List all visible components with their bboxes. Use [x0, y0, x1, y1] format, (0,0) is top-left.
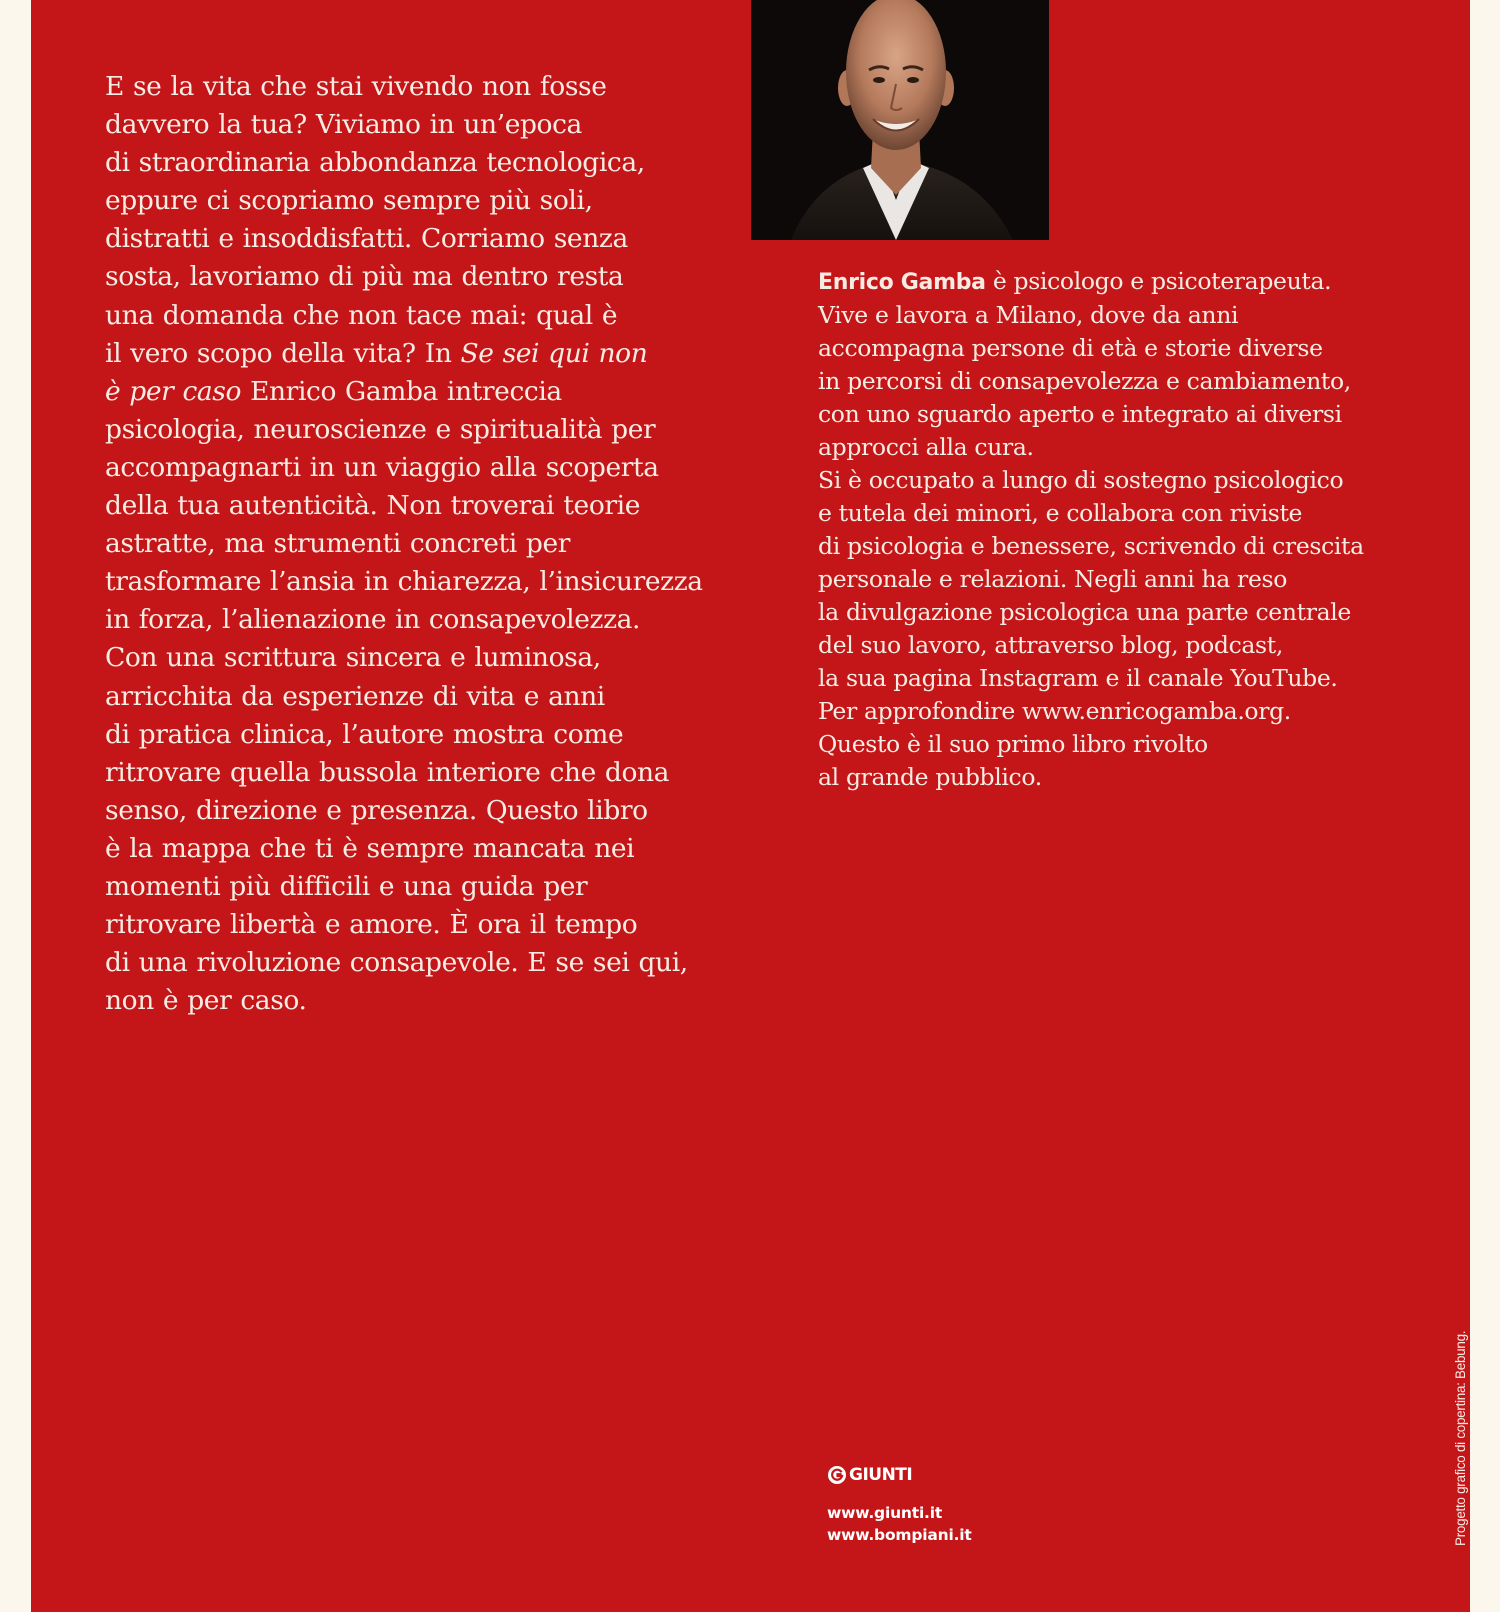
- blurb-line: in forza, l’alienazione in consapevolezza.: [105, 604, 641, 636]
- blurb-line: [105, 335, 725, 373]
- blurb-line: della tua autenticità. Non troverai teorie: [105, 490, 640, 522]
- publisher-links: [827, 1502, 972, 1546]
- blurb-line: di una rivoluzione consapevole. E se sei qui,: [105, 947, 688, 979]
- bio-text: è psicologo e psicoterapeuta.: [985, 267, 1332, 295]
- blurb-line: [105, 373, 725, 411]
- blurb-line: di straordinaria abbondanza tecnologica,: [105, 147, 645, 179]
- blurb-line: una domanda che non tace mai: qual è: [105, 299, 618, 331]
- bio-line: e tutela dei minori, e collabora con riviste: [818, 499, 1303, 527]
- bio-line: Vive e lavora a Milano, dove da anni: [818, 301, 1239, 329]
- blurb-line: ritrovare quella bussola interiore che dona: [105, 756, 670, 788]
- blurb-line: psicologia, neuroscienze e spiritualità per: [105, 413, 656, 445]
- blurb-line: di pratica clinica, l’autore mostra come: [105, 718, 624, 750]
- bio-line: personale e relazioni. Negli anni ha reso: [818, 565, 1288, 593]
- author-bio: [818, 265, 1418, 794]
- book-title-italic: è per caso: [105, 375, 242, 407]
- bio-line: accompagna persone di età e storie diverse: [818, 334, 1323, 362]
- publisher-name: GIUNTI: [849, 1465, 913, 1485]
- bio-line: in percorsi di consapevolezza e cambiamento,: [818, 367, 1351, 395]
- bio-line: la sua pagina Instagram e il canale YouTube.: [818, 664, 1338, 692]
- bio-line: approcci alla cura.: [818, 433, 1034, 461]
- bio-line: Per approfondire www.enricogamba.org.: [818, 697, 1291, 725]
- bio-line: con uno sguardo aperto e integrato ai diversi: [818, 400, 1342, 428]
- blurb-line: astratte, ma strumenti concreti per: [105, 528, 571, 560]
- bio-line: al grande pubblico.: [818, 763, 1042, 791]
- bio-line: Questo è il suo primo libro rivolto: [818, 730, 1208, 758]
- blurb-line: accompagnarti in un viaggio alla scoperta: [105, 451, 659, 483]
- blurb-line: trasformare l’ansia in chiarezza, l’insicurezza: [105, 566, 703, 598]
- blurb-line: senso, direzione e presenza. Questo libro: [105, 794, 648, 826]
- author-photo: [751, 0, 1049, 240]
- blurb-line: E se la vita che stai vivendo non fosse: [105, 71, 607, 102]
- blurb-line: Con una scrittura sincera e luminosa,: [105, 642, 601, 674]
- blurb-line: momenti più difficili e una guida per: [105, 870, 588, 902]
- blurb-line: è la mappa che ti è sempre mancata nei: [105, 832, 635, 864]
- author-portrait-illustration: [751, 0, 1049, 240]
- bio-line: del suo lavoro, attraverso blog, podcast,: [818, 631, 1283, 659]
- book-blurb: [105, 68, 725, 1020]
- blurb-text: Enrico Gamba intreccia: [241, 375, 562, 407]
- author-name: Enrico Gamba: [818, 270, 986, 295]
- blurb-line: distratti e insoddisfatti. Corriamo senza: [105, 223, 628, 255]
- cover-design-credit: Progetto grafico di copertina: Bebung.: [1453, 1330, 1468, 1546]
- book-title-italic: Se sei qui non: [460, 337, 648, 369]
- blurb-line: eppure ci scopriamo sempre più soli,: [105, 185, 593, 217]
- giunti-g-logo-icon: [827, 1465, 847, 1485]
- blurb-line: non è per caso.: [105, 985, 307, 1017]
- blurb-line: sosta, lavoriamo di più ma dentro resta: [105, 261, 624, 293]
- blurb-line: ritrovare libertà e amore. È ora il tempo: [105, 909, 638, 941]
- bio-line: di psicologia e benessere, scrivendo di crescita: [818, 532, 1364, 560]
- back-cover: [31, 0, 1470, 1612]
- publisher-block: [827, 1465, 972, 1546]
- bio-line: la divulgazione psicologica una parte centrale: [818, 598, 1351, 626]
- blurb-text: il vero scopo della vita? In: [105, 337, 461, 369]
- blurb-line: davvero la tua? Viviamo in un’epoca: [105, 109, 582, 141]
- blurb-line: arricchita da esperienze di vita e anni: [105, 680, 605, 712]
- publisher-link-bompiani[interactable]: www.bompiani.it: [827, 1526, 972, 1544]
- publisher-logo: [827, 1465, 972, 1485]
- bio-first-line: [818, 265, 1418, 299]
- bio-line: Si è occupato a lungo di sostegno psicologico: [818, 466, 1344, 494]
- publisher-link-giunti[interactable]: www.giunti.it: [827, 1504, 943, 1522]
